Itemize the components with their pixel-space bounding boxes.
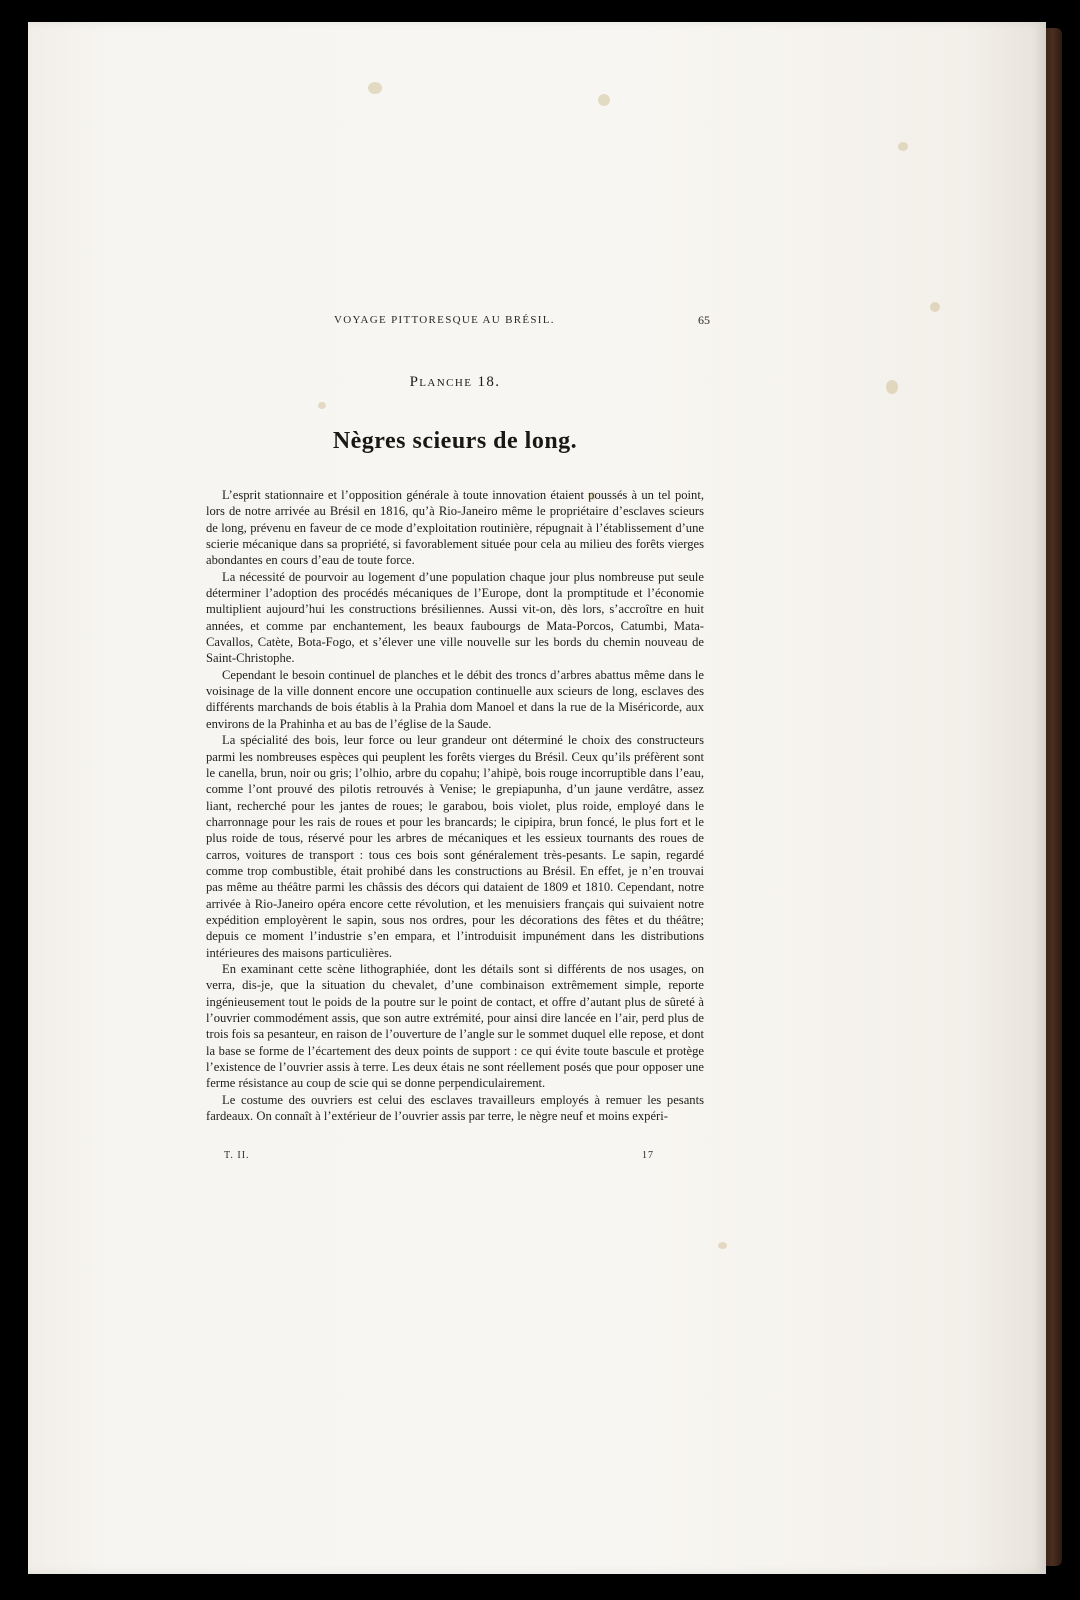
paragraph: La nécessité de pourvoir au logement d’une population chaque jour plus nombreuse put seule déterminer l’adoption des procédés mécaniques de l’Europe, dont la promptitude et l’économie multiplient aujourd’hui les constructions brésiliennes. Aussi vit-on, dès lors, s’accroître en huit années, et comme par enchantement, les beaux faubourgs de Mata-Porcos, Catumbi, Mata-Cavallos, Catète, Bota-Fogo, et s’élever une ville nouvelle sur les bords du chemin nouveau de Saint-Christophe.	[206, 569, 704, 666]
foxing-stain	[898, 142, 908, 151]
foxing-stain	[886, 380, 898, 394]
paragraph: Cependant le besoin continuel de planches et le débit des troncs d’arbres abattus même dans le voisinage de la ville donnent encore une occupation continuelle aux scieurs de long, esclaves des différents marchands de bois établis à la Prahia dom Manoel et dans la rue de la Miséricorde, aux environs de la Prahinha et au bas de l’église de la Saude.	[206, 667, 704, 731]
running-title: VOYAGE PITTORESQUE AU BRÉSIL.	[334, 314, 555, 326]
foxing-stain	[598, 94, 610, 106]
body-text	[206, 487, 704, 1124]
foxing-stain	[930, 302, 940, 312]
paragraph: Le costume des ouvriers est celui des esclaves travailleurs employés à remuer les pesants fardeaux. On connaît à l’extérieur de l’ouvrier assis par terre, le nègre neuf et moins expéri-	[206, 1092, 704, 1124]
page-number: 65	[698, 313, 710, 327]
foxing-stain	[718, 1242, 727, 1249]
foxing-stain	[318, 402, 326, 409]
paragraph: L’esprit stationnaire et l’opposition générale à toute innovation étaient poussés à un tel point, lors de notre arrivée au Brésil en 1816, qu’à Rio-Janeiro même le propriétaire d’esclaves scieurs de long, prévenu en faveur de ce mode d’exploitation routinière, répugnait à l’établissement d’une scierie mécanique dans sa propriété, si favorablement située pour cela au milieu des forêts vierges abondantes en cours d’eau de toute force.	[206, 488, 704, 568]
paragraph: En examinant cette scène lithographiée, dont les détails sont si différents de nos usages, on verra, dis-je, que la situation du chevalet, d’une combinaison extrêmement simple, reporte ingénieusement tout le poids de la poutre sur le point de contact, et offre d’autant plus de sûreté à l’ouvrier commodément assis, que son autre extrémité, pour ainsi dire lancée en l’air, perd plus de trois fois sa pesanteur, en raison de l’ouverture de l’angle sur le sommet duquel elle repose, et dont la base se forme de l’écartement des deux points de support : ce qui évite toute bascule et protège l’existence de l’ouvrier assis à terre. Les deux étais ne sont réellement posés que pour opposer une ferme résistance au coup de scie qui se donne perpendiculairement.	[206, 961, 704, 1091]
volume-signature: T. II.	[224, 1150, 250, 1161]
plate-label: Planche 18.	[409, 374, 501, 390]
foxing-stain	[368, 82, 382, 94]
signature-folio: 17	[642, 1150, 654, 1161]
paragraph: La spécialité des bois, leur force ou leur grandeur ont déterminé le choix des constructeurs parmi les nombreuses espèces qui peuplent les forêts vierges du Brésil. Ceux qu’ils préfèrent sont le canella, brun, noir ou gris; l’olhio, arbre du copahu; l’ahipè, bois rouge incorruptible dans l’eau, comme l’ont prouvé des pilotis retrouvés à Venise; le grepiapunha, d’un jaune verdâtre, assez liant, recherché pour les jantes de roues; le garabou, bois violet, plus roide, employé dans le charronnage pour les rais de roues et pour les brancards; le cipipira, brun foncé, le plus fort et le plus roide de tous, réservé pour les arbres de mécaniques et les essieux tournants des roues de carros, voitures de transport : tous ces bois sont généralement très-pesants. Le sapin, regardé comme trop combustible, était prohibé dans les constructions au Brésil. En effet, je n’en trouvai pas même au théâtre parmi les châssis des décors qui dataient de 1809 et 1810. Cependant, notre arrivée à Rio-Janeiro opéra encore cette révolution, et les menuisiers français qui suivaient notre expédition employèrent le sapin, sous nos ordres, pour les décorations des fêtes et du théâtre; depuis ce moment l’industrie s’en empara, et l’introduisit impunément dans les distributions intérieures des maisons particulières.	[206, 733, 704, 960]
chapter-title: Nègres scieurs de long.	[332, 428, 578, 454]
